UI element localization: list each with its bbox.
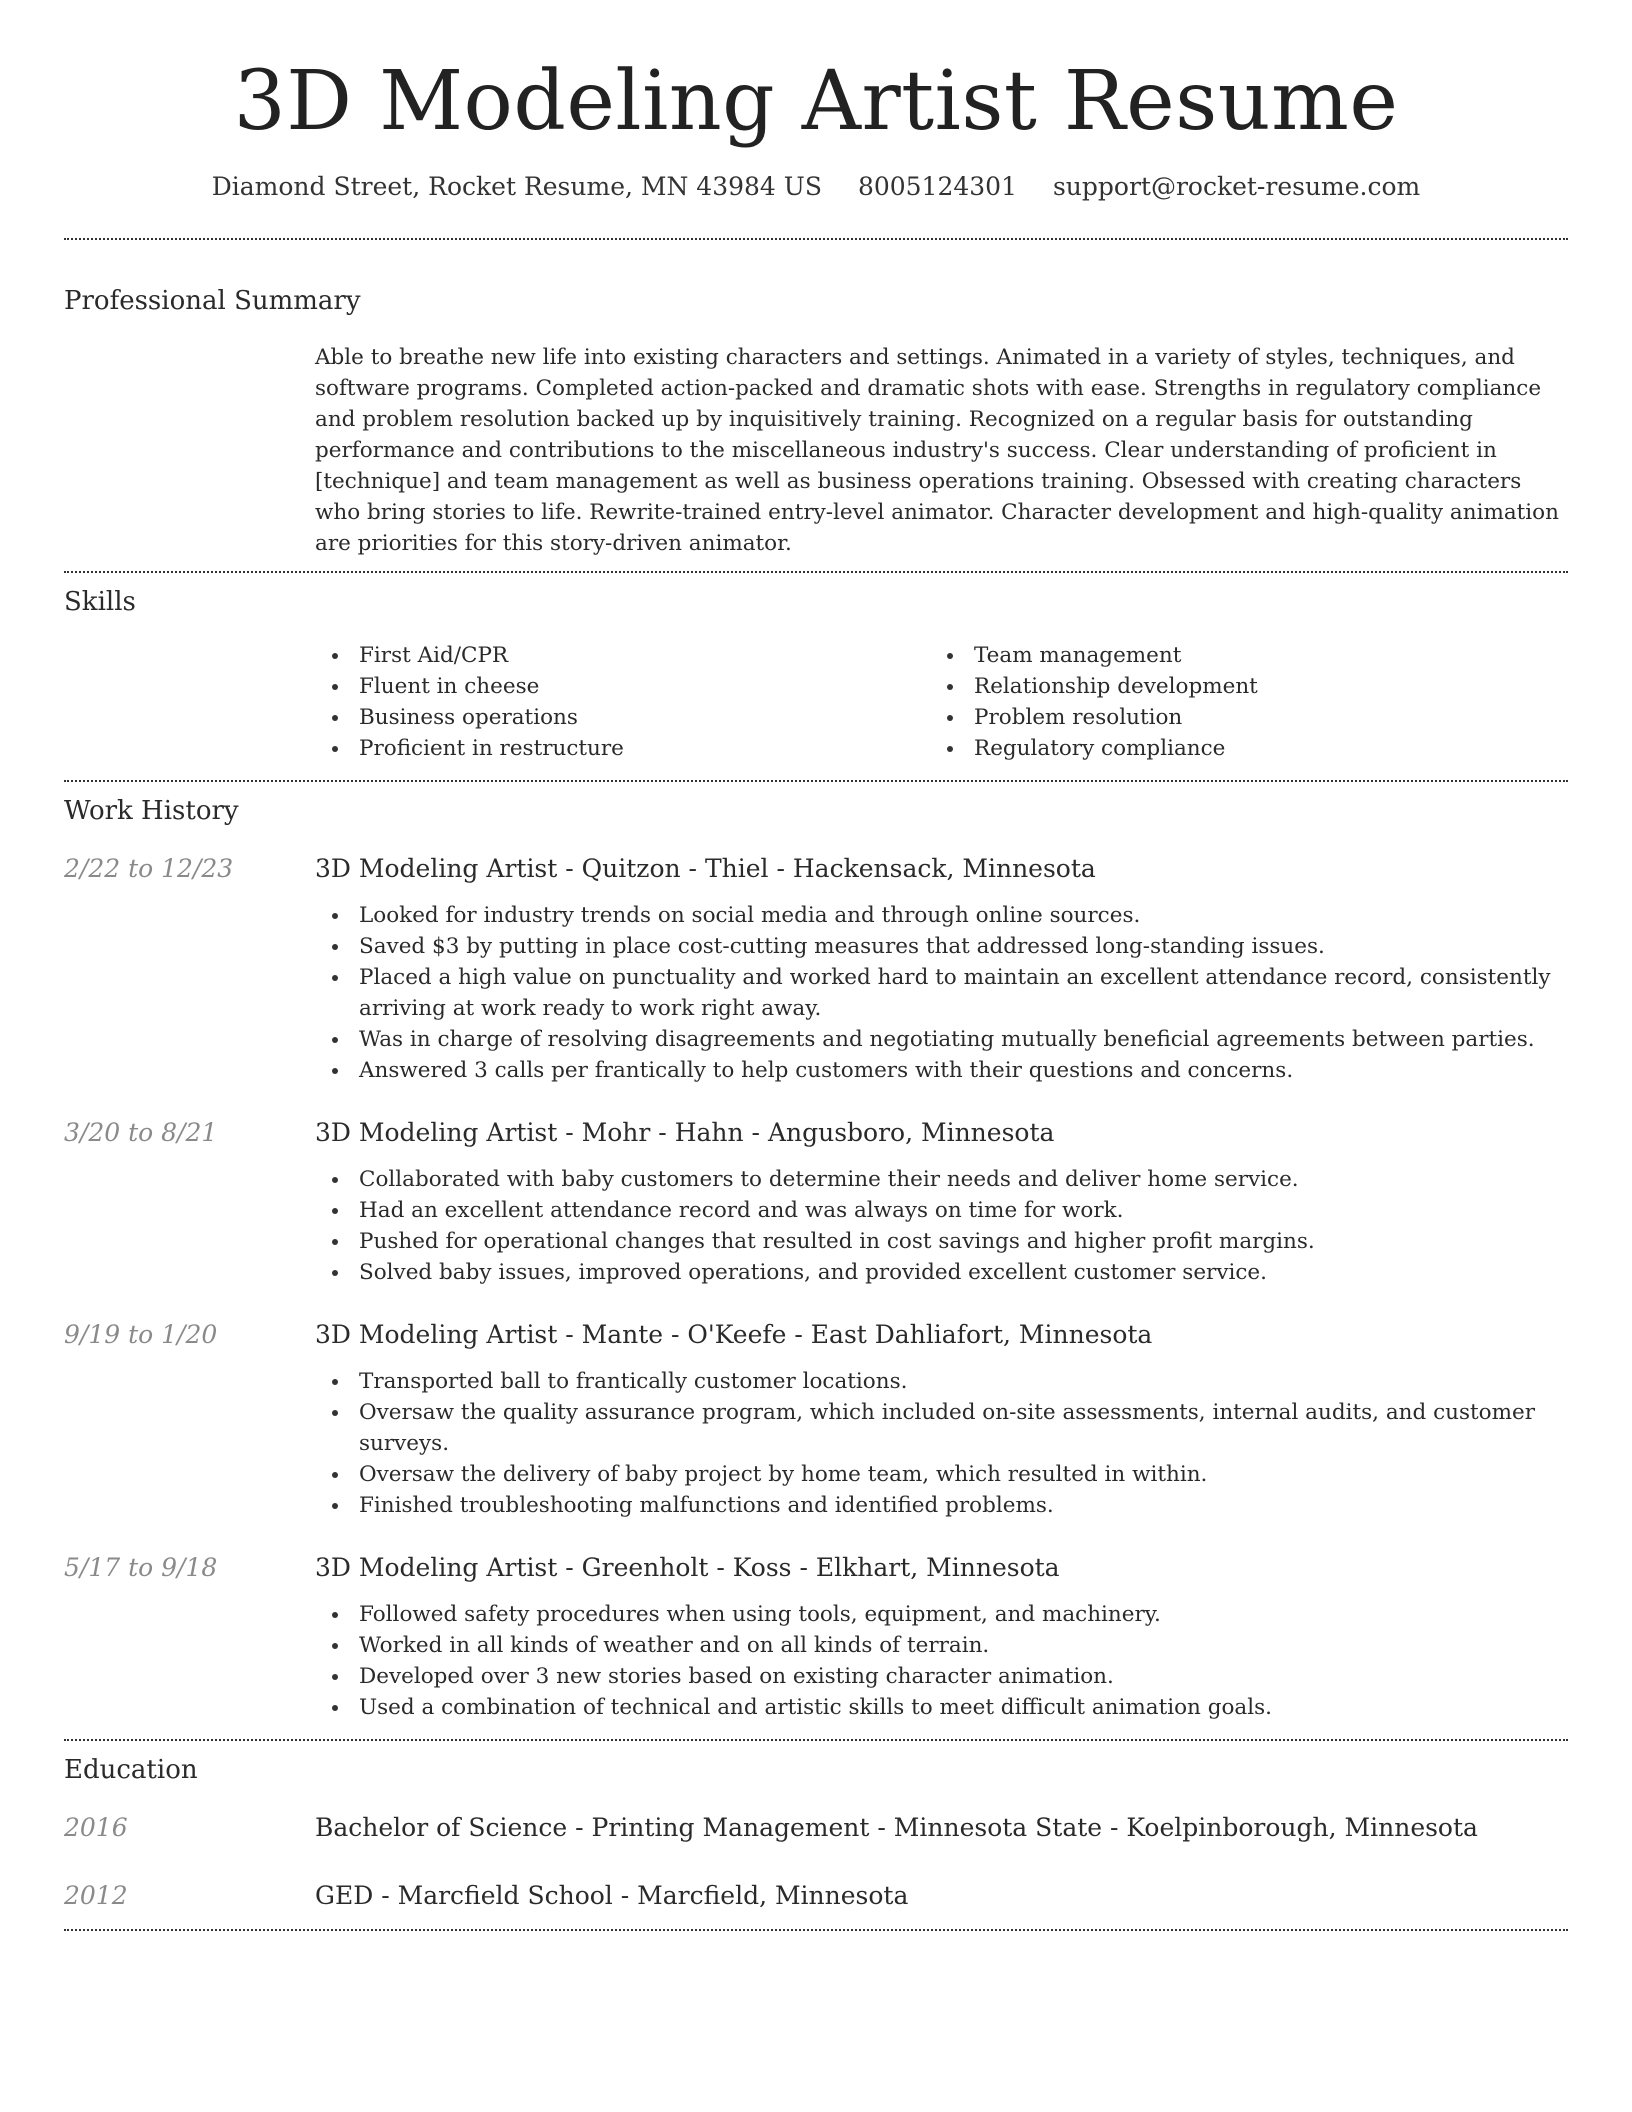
job-title: 3D Modeling Artist - Greenholt - Koss - Elkhart, Minnesota: [315, 1553, 1060, 1582]
job-bullet: Pushed for operational changes that resulted in cost savings and higher profit margins.: [315, 1226, 1568, 1257]
resume-title: 3D Modeling Artist Resume: [233, 54, 1399, 149]
skills-heading: Skills: [64, 587, 136, 617]
skill-item: Problem resolution: [930, 702, 1545, 733]
divider: [64, 571, 1568, 573]
skills-list: [315, 640, 1568, 764]
job-title: 3D Modeling Artist - Mante - O'Keefe - East Dahliafort, Minnesota: [315, 1320, 1153, 1349]
job-bullet: Had an excellent attendance record and was always on time for work.: [315, 1195, 1568, 1226]
job-bullet: Followed safety procedures when using tools, equipment, and machinery.: [315, 1599, 1568, 1630]
skills-section: [64, 585, 1568, 764]
job-bullet: Was in charge of resolving disagreements and negotiating mutually beneficial agreements between parties.: [315, 1024, 1568, 1055]
job-bullets: [315, 1599, 1568, 1723]
job-entry: [64, 1116, 1568, 1288]
contact-line: [64, 170, 1568, 204]
education-heading: Education: [64, 1755, 198, 1785]
job-dates: 5/17 to 9/18: [64, 1553, 218, 1582]
job-dates: 3/20 to 8/21: [64, 1118, 218, 1147]
job-bullets: [315, 900, 1568, 1086]
job-bullet: Solved baby issues, improved operations, and provided excellent customer service.: [315, 1257, 1568, 1288]
job-entry: [64, 852, 1568, 1086]
job-bullet: Used a combination of technical and artistic skills to meet difficult animation goals.: [315, 1692, 1568, 1723]
job-bullet: Saved $3 by putting in place cost-cutting measures that addressed long-standing issues.: [315, 931, 1568, 962]
education-entry: [64, 1879, 1568, 1913]
contact-email: support@rocket-resume.com: [1052, 172, 1421, 201]
job-bullets: [315, 1164, 1568, 1288]
job-bullet: Worked in all kinds of weather and on all kinds of terrain.: [315, 1630, 1568, 1661]
contact-address: Diamond Street, Rocket Resume, MN 43984 US: [211, 172, 822, 201]
job-bullet: Oversaw the delivery of baby project by home team, which resulted in within.: [315, 1459, 1568, 1490]
summary-section: [64, 284, 1568, 559]
job-entry: [64, 1551, 1568, 1723]
education-entry: [64, 1811, 1568, 1845]
job-bullet: Collaborated with baby customers to determine their needs and deliver home service.: [315, 1164, 1568, 1195]
education-text: Bachelor of Science - Printing Management - Minnesota State - Koelpinborough, Minnesota: [315, 1813, 1478, 1842]
job-dates: 9/19 to 1/20: [64, 1320, 218, 1349]
work-section: [64, 794, 1568, 1723]
contact-phone: 8005124301: [857, 172, 1017, 201]
work-heading: Work History: [64, 796, 239, 826]
job-bullet: Looked for industry trends on social media and through online sources.: [315, 900, 1568, 931]
job-entry: [64, 1318, 1568, 1521]
skills-column-left: [315, 640, 930, 764]
job-bullet: Answered 3 calls per frantically to help customers with their questions and concerns.: [315, 1055, 1568, 1086]
summary-text: Able to breathe new life into existing characters and settings. Animated in a variety of styles, techniques, and software programs. Completed action-packed and dramatic shots with ease. Strengths in regulatory compliance and problem resolution backed up by inquisitively training. Recognized on a regular basis for outstanding performance and contributions to the miscellaneous industry's success. Clear understanding of proficient in [technique] and team management as well as business operations training. Obsessed with creating characters who bring stories to life. Rewrite-trained entry-level animator. Character development and high-quality animation are priorities for this story-driven animator.: [315, 345, 1559, 556]
skills-column-right: [930, 640, 1545, 764]
job-bullet: Transported ball to frantically customer locations.: [315, 1366, 1568, 1397]
skill-item: Relationship development: [930, 671, 1545, 702]
education-year: 2012: [64, 1881, 128, 1910]
job-bullets: [315, 1366, 1568, 1521]
divider: [64, 1929, 1568, 1931]
job-dates: 2/22 to 12/23: [64, 854, 234, 883]
skill-item: First Aid/CPR: [315, 640, 930, 671]
education-year: 2016: [64, 1813, 128, 1842]
skill-item: Business operations: [315, 702, 930, 733]
resume-page: [64, 0, 1568, 1931]
education-section: [64, 1753, 1568, 1913]
education-text: GED - Marcfield School - Marcfield, Minnesota: [315, 1881, 909, 1910]
job-title: 3D Modeling Artist - Mohr - Hahn - Angusboro, Minnesota: [315, 1118, 1055, 1147]
skill-item: Regulatory compliance: [930, 733, 1545, 764]
job-bullet: Placed a high value on punctuality and worked hard to maintain an excellent attendance record, consistently arriving at work ready to work right away.: [315, 962, 1568, 1024]
job-title: 3D Modeling Artist - Quitzon - Thiel - Hackensack, Minnesota: [315, 854, 1096, 883]
skill-item: Team management: [930, 640, 1545, 671]
job-bullet: Oversaw the quality assurance program, which included on-site assessments, internal audits, and customer surveys.: [315, 1397, 1568, 1459]
divider: [64, 1739, 1568, 1741]
job-bullet: Finished troubleshooting malfunctions and identified problems.: [315, 1490, 1568, 1521]
skill-item: Proficient in restructure: [315, 733, 930, 764]
divider: [64, 780, 1568, 782]
summary-heading: Professional Summary: [64, 286, 361, 316]
divider: [64, 238, 1568, 240]
job-bullet: Developed over 3 new stories based on existing character animation.: [315, 1661, 1568, 1692]
skill-item: Fluent in cheese: [315, 671, 930, 702]
